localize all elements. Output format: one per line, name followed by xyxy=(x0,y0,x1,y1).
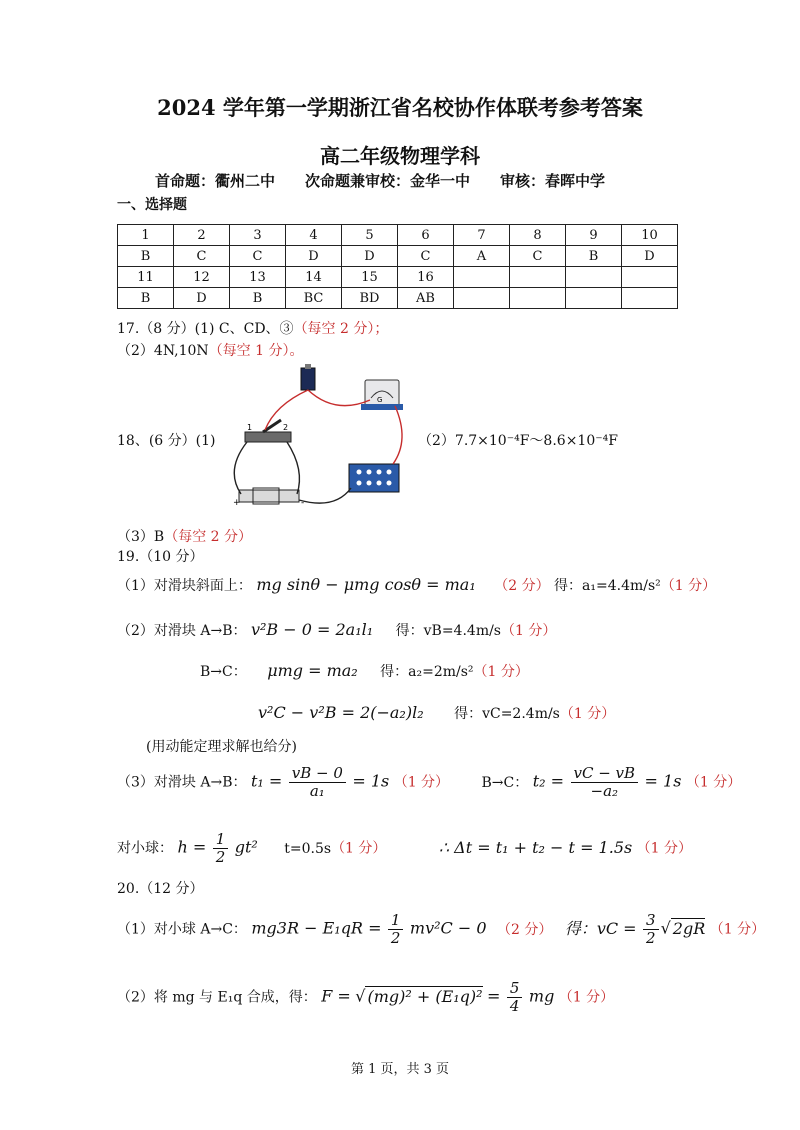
table-cell xyxy=(454,267,510,288)
q19-p2b-equation: μmg = ma₂ xyxy=(267,661,358,680)
page-subtitle: 高二年级物理学科 xyxy=(320,144,480,168)
table-cell xyxy=(566,267,622,288)
table-cell: 4 xyxy=(286,225,342,246)
q20-p2-fraction xyxy=(507,980,523,1015)
q19-t1-den: a₁ xyxy=(309,782,325,800)
q20-p1-score: （2 分） xyxy=(497,921,553,938)
table-cell xyxy=(454,288,510,309)
q19-p2b-result: 得：a₂=2m/s² xyxy=(380,664,474,680)
q19-t2-den: −a₂ xyxy=(590,782,619,800)
q19-note: (用动能定理求解也给分) xyxy=(146,739,297,755)
q19-ball-lhs: h = xyxy=(177,837,207,857)
page-title: 2024 学年第一学期浙江省名校协作体联考参考答案 xyxy=(157,95,643,120)
q19-ball-score: （1 分） xyxy=(331,840,387,857)
q19-ball-t: t=0.5s xyxy=(284,840,332,857)
q20-p2-mid: = xyxy=(487,986,501,1006)
table-cell: B xyxy=(566,246,622,267)
q20-p1-lhs: mg3R − E₁qR = xyxy=(251,918,382,938)
table-cell: D xyxy=(342,246,398,267)
table-cell: C xyxy=(398,246,454,267)
q19-ball xyxy=(117,831,692,866)
q19-part2c xyxy=(258,703,615,723)
q19-t1-fraction xyxy=(289,765,346,800)
q20-p2-num: 5 xyxy=(507,980,523,998)
authors-line: 首命题：衢州二中 次命题兼审校：金华一中 审核：春晖中学 xyxy=(155,172,606,190)
q19-p1-result-score: （1 分） xyxy=(660,578,717,594)
section-heading-choice: 一、选择题 xyxy=(117,197,187,213)
table-cell: 5 xyxy=(342,225,398,246)
q19-part1 xyxy=(117,575,716,595)
q20-p2-sqrt: (mg)² + (E₁q)² xyxy=(367,986,483,1006)
q20-p1-result-fraction xyxy=(643,912,659,947)
table-row xyxy=(118,267,678,288)
q19-ball-rhs: gt² xyxy=(234,837,258,857)
switch-icon xyxy=(245,432,291,442)
table-cell: 13 xyxy=(230,267,286,288)
q18-label: 18、(6 分）(1) xyxy=(117,433,216,449)
table-cell: BC xyxy=(286,288,342,309)
q17-line1 xyxy=(117,318,388,338)
q19-part2 xyxy=(117,620,556,640)
q19-total-score: （1 分） xyxy=(636,840,693,857)
q18-part3 xyxy=(117,526,252,546)
table-cell xyxy=(622,267,678,288)
switch-lever xyxy=(263,420,281,432)
table-cell: B xyxy=(118,246,174,267)
q18-part2: （2）7.7×10⁻⁴F～8.6×10⁻⁴F xyxy=(418,433,618,449)
resistance-box-icon xyxy=(349,464,399,492)
q20-part2 xyxy=(117,980,614,1015)
q19-ball-den: 2 xyxy=(215,848,226,866)
q19-p3-bc-label: B→C： xyxy=(481,774,529,791)
q20-p1-label: （1）对小球 A→C： xyxy=(117,921,247,938)
galvanometer-label: G xyxy=(377,396,383,404)
switch-label-1: 1 xyxy=(247,423,253,432)
circuit-diagram xyxy=(225,360,415,520)
table-cell xyxy=(622,288,678,309)
table-row xyxy=(118,225,678,246)
q17-answer2: （2）4N,10N xyxy=(117,343,209,359)
q19-t2-num: vC − vB xyxy=(571,765,639,783)
q19-p2c-score: （1 分） xyxy=(559,706,616,722)
q20-part1 xyxy=(117,912,765,947)
q19-t1-rhs: = 1s xyxy=(352,771,390,791)
capacitor-icon xyxy=(239,490,299,502)
table-cell: 8 xyxy=(510,225,566,246)
table-cell: 14 xyxy=(286,267,342,288)
q19-p1-label: （1）对滑块斜面上： xyxy=(117,578,252,594)
table-cell: 1 xyxy=(118,225,174,246)
q17-answer: 17.（8 分）(1) C、CD、③ xyxy=(117,321,294,337)
q19-p2c-equation: v²C − v²B = 2(−a₂)l₂ xyxy=(258,703,424,722)
table-cell xyxy=(510,267,566,288)
q19-p2c-result: 得：vC=2.4m/s xyxy=(454,706,560,722)
q19-p2b-label: B→C： xyxy=(200,664,247,680)
q19-p2-result: 得：vB=4.4m/s xyxy=(395,623,501,639)
table-cell xyxy=(510,288,566,309)
q19-p1-equation: mg sinθ − μmg cosθ = ma₁ xyxy=(256,575,476,594)
q20-p2-score: （1 分） xyxy=(558,989,615,1006)
table-cell: 12 xyxy=(174,267,230,288)
table-cell: 7 xyxy=(454,225,510,246)
q19-part3 xyxy=(117,765,741,800)
q19-total-equation: ∴ Δt = t₁ + t₂ − t = 1.5s xyxy=(438,837,633,857)
table-cell: B xyxy=(230,288,286,309)
table-cell: 6 xyxy=(398,225,454,246)
table-cell: C xyxy=(510,246,566,267)
q19-p1-result: 得：a₁=4.4m/s² xyxy=(554,578,661,594)
table-cell: 2 xyxy=(174,225,230,246)
sqrt-icon: √ xyxy=(355,986,366,1006)
battery-icon xyxy=(301,368,315,390)
q19-ball-label: 对小球： xyxy=(117,840,173,857)
q19-ball-num: 1 xyxy=(213,831,229,849)
q20-heading: 20.（12 分） xyxy=(117,881,204,897)
minus-label: - xyxy=(301,498,305,508)
q17-line2 xyxy=(117,340,304,360)
q20-p1-fraction xyxy=(388,912,404,947)
q20-p1-den: 2 xyxy=(390,929,401,947)
table-cell: B xyxy=(118,288,174,309)
q19-p2-label: （2）对滑块 A→B： xyxy=(117,623,247,639)
table-cell: 11 xyxy=(118,267,174,288)
q19-t2-fraction xyxy=(571,765,639,800)
q19-t2-rhs: = 1s xyxy=(644,771,682,791)
q19-t1-lhs: t₁ = xyxy=(250,771,283,791)
q20-p2-rhs: mg xyxy=(528,986,555,1006)
table-cell: 16 xyxy=(398,267,454,288)
q20-p1-num: 1 xyxy=(388,912,404,930)
table-cell: A xyxy=(454,246,510,267)
q20-p1-rhs: mv²C − 0 xyxy=(409,918,487,938)
q19-p2-equation: v²B − 0 = 2a₁l₁ xyxy=(250,620,374,639)
table-cell: 15 xyxy=(342,267,398,288)
q20-p2-label: （2）将 mg 与 E₁q 合成，得： xyxy=(117,989,317,1006)
q18-score-note: （每空 2 分） xyxy=(164,529,253,545)
q20-p2-lhs: F = xyxy=(321,986,351,1006)
q19-part2b xyxy=(200,661,529,681)
q20-p2-den: 4 xyxy=(509,997,520,1015)
q20-p1-result-lhs: 得：vC = xyxy=(564,918,637,938)
table-cell: D xyxy=(286,246,342,267)
q19-heading: 19.（10 分） xyxy=(117,549,204,565)
q19-p2-score: （1 分） xyxy=(501,623,557,639)
q19-p3-label: （3）对滑块 A→B： xyxy=(117,774,247,791)
table-row xyxy=(118,288,678,309)
q19-p3-score2: （1 分） xyxy=(685,774,742,791)
page-footer: 第 1 页，共 3 页 xyxy=(350,1062,450,1077)
q18-answer3: （3）B xyxy=(117,529,165,545)
q19-p3-score1: （1 分） xyxy=(393,774,450,791)
battery-terminal xyxy=(305,364,311,369)
q17-score-note: （每空 2 分）； xyxy=(293,321,389,337)
table-cell: D xyxy=(622,246,678,267)
table-cell: C xyxy=(230,246,286,267)
table-cell: BD xyxy=(342,288,398,309)
q20-p1-result-sqrt: 2gR xyxy=(672,918,706,938)
table-cell: 9 xyxy=(566,225,622,246)
q19-p2b-score: （1 分） xyxy=(473,664,529,680)
q20-p1-result-score: （1 分） xyxy=(709,921,766,938)
q19-t2-lhs: t₂ = xyxy=(532,771,565,791)
q19-ball-fraction xyxy=(213,831,229,866)
q19-p1-score: （2 分） xyxy=(494,578,550,594)
table-cell: D xyxy=(174,288,230,309)
q20-p1-result-num: 3 xyxy=(643,912,659,930)
table-cell: 3 xyxy=(230,225,286,246)
table-cell: 10 xyxy=(622,225,678,246)
table-cell: C xyxy=(174,246,230,267)
answer-table xyxy=(117,224,678,309)
switch-label-2: 2 xyxy=(283,423,289,432)
q17-score-note2: （每空 1 分）。 xyxy=(208,343,304,359)
sqrt-icon: √ xyxy=(660,918,671,938)
q20-p1-result-den: 2 xyxy=(646,929,656,947)
plus-label: + xyxy=(233,498,241,508)
table-cell xyxy=(566,288,622,309)
table-cell: AB xyxy=(398,288,454,309)
q19-t1-num: vB − 0 xyxy=(289,765,346,783)
table-row xyxy=(118,246,678,267)
